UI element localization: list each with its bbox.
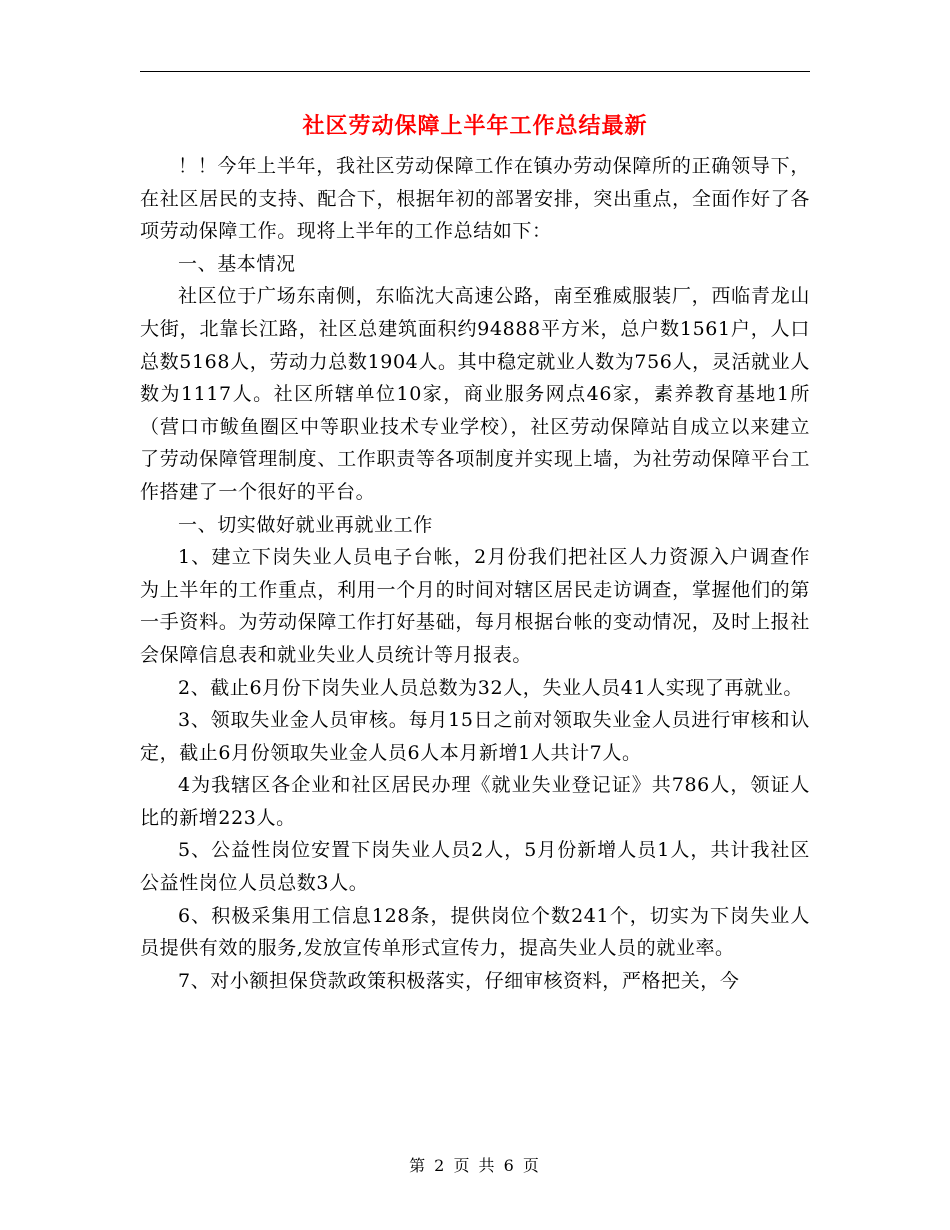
paragraph-item-2: 2、截止6月份下岗失业人员总数为32人，失业人员41人实现了再就业。 (178, 676, 803, 699)
paragraph-basic-info: 社区位于广场东南侧，东临沈大高速公路，南至雅威服装厂，西临青龙山大街，北靠长江路，社区总建筑面积约94888平方米，总户数1561户，人口总数5168人，劳动力总数1904人。其中稳定就业人数为756人，灵活就业人数为1117人。社区所辖单位10家，商业服务网点46家，素养教育基地1所（营口市鲅鱼圈区中等职业技术专业学校），社区劳动保障站自成立以来建立了劳动保障管理制度、工作职责等各项制度并实现上墙，为社劳动保障平台工作搭建了一个很好的平台。 (140, 285, 810, 503)
paragraph-item-4: 4为我辖区各企业和社区居民办理《就业失业登记证》共786人，领证人比的新增223人。 (140, 774, 810, 829)
section-heading-employment: 一、切实做好就业再就业工作 (178, 513, 433, 536)
document-body (140, 150, 810, 1090)
paragraph-item-7: 7、对小额担保贷款政策积极落实，仔细审核资料，严格把关，今 (178, 969, 740, 992)
paragraph-item-1: 1、建立下岗失业人员电子台帐，2月份我们把社区人力资源入户调查作为上半年的工作重点，利用一个月的时间对辖区居民走访调查，掌握他们的第一手资料。为劳动保障工作打好基础，每月根据台帐的变动情况，及时上报社会保障信息表和就业失业人员统计等月报表。 (140, 546, 810, 666)
paragraph-item-3: 3、领取失业金人员审核。每月15日之前对领取失业金人员进行审核和认定，截止6月份领取失业金人员6人本月新增1人共计7人。 (140, 709, 810, 764)
paragraph-item-5: 5、公益性岗位安置下岗失业人员2人，5月份新增人员1人，共计我社区公益性岗位人员总数3人。 (140, 839, 810, 895)
page-footer: 第 2 页 共 6 页 (409, 1156, 541, 1175)
paragraph-item-6: 6、积极采集用工信息128条，提供岗位个数241个，切实为下岗失业人员提供有效的服务,发放宣传单形式宣传力，提高失业人员的就业率。 (140, 904, 810, 960)
paragraph-intro: ！！今年上半年，我社区劳动保障工作在镇办劳动保障所的正确领导下，在社区居民的支持、配合下，根据年初的部署安排，突出重点，全面作好了各项劳动保障工作。现将上半年的工作总结如下： (140, 155, 810, 243)
section-heading-basic-info: 一、基本情况 (178, 252, 296, 275)
header-rule (140, 71, 810, 72)
document-title: 社区劳动保障上半年工作总结最新 (302, 113, 648, 139)
